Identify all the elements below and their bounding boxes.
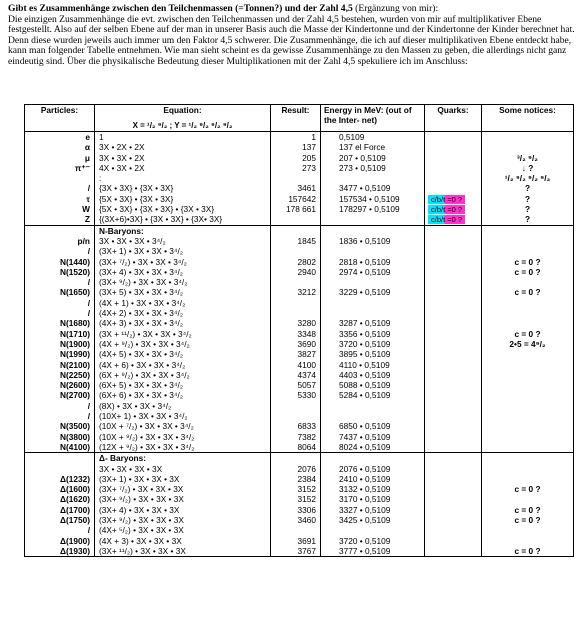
- table-cell: [321, 173, 424, 183]
- table-cell: [482, 318, 573, 328]
- table-cell: [321, 308, 424, 318]
- table-cell: /: [87, 246, 90, 257]
- table-cell: [271, 308, 320, 318]
- table-cell: [425, 214, 481, 224]
- table-cell: 7437 • 0,5109: [339, 431, 391, 442]
- table-cell: 3777 • 0,5109: [339, 545, 391, 556]
- table-cell: [425, 132, 481, 142]
- table-cell: Δ(1750): [60, 514, 90, 525]
- table-cell: [271, 277, 320, 287]
- table-cell: N(2700): [60, 390, 90, 401]
- intro-heading: Gibt es Zusammenhänge zwischen den Teilchenmassen (=Tonnen?) und der Zahl 4,5: [8, 3, 353, 14]
- table-cell: 5057: [297, 380, 316, 391]
- table-cell: N(3500): [60, 421, 90, 432]
- table-cell: μ: [84, 152, 90, 163]
- table-cell: 178 661: [286, 204, 316, 215]
- table-cell: 1: [99, 132, 104, 142]
- table-cell: [482, 380, 573, 390]
- quarks-column: [425, 453, 482, 557]
- table-cell: [482, 349, 573, 359]
- table-cell: (4X + 6) • 3X • 3X • 3⁴/₂: [99, 359, 186, 370]
- table-cell: (4X+ 5) • 3X • 3X • 3⁴/₂: [99, 349, 183, 360]
- equation-column: [95, 132, 271, 226]
- table-cell: 3X • 2X • 2X: [99, 142, 145, 153]
- header-notices: Some notices:: [482, 105, 574, 132]
- table-cell: ³/₂ ⁹/₂: [517, 152, 538, 163]
- table-cell: 3477 • 0,5109: [339, 183, 391, 194]
- table-cell: (3X + ¹¹/₂) • 3X • 3X • 3⁴/₂: [99, 328, 192, 339]
- quarks-column: [425, 225, 482, 453]
- table-cell: 157534 • 0,5109: [339, 193, 400, 204]
- table-cell: (6X+ 5) • 3X • 3X • 3⁴/₂: [99, 380, 183, 391]
- table-cell: [271, 173, 320, 183]
- table-cell: [482, 390, 573, 400]
- table-cell: 1836 • 0,5109: [339, 235, 391, 246]
- table-cell: (12X + ⁹/₂) • 3X • 3X • 3⁴/₂: [99, 441, 195, 452]
- table-cell: 3306: [297, 504, 316, 515]
- table-cell: [482, 308, 573, 318]
- table-cell: (3X+ ⁹/₂) • 3X • 3X • 3X: [99, 494, 184, 505]
- table-cell: π⁺⁻: [74, 162, 90, 173]
- table-cell: (4X+ 3) • 3X • 3X • 3⁴/₂: [99, 318, 183, 329]
- table-cell: {5X • 3X} • {3X • 3X}: [99, 193, 174, 204]
- particles-column: [25, 453, 95, 557]
- table-cell: [321, 214, 424, 224]
- header-result: Result:: [271, 105, 321, 132]
- table-cell: α: [84, 142, 90, 153]
- table-cell: [321, 298, 424, 308]
- table-cell: c = 0 ?: [514, 484, 541, 495]
- table-cell: 3691: [297, 535, 316, 546]
- table-cell: [482, 370, 573, 380]
- table-cell: 137: [302, 142, 316, 153]
- section-leptons: [25, 132, 574, 226]
- table-cell: 4374: [297, 369, 316, 380]
- table-cell: :: [99, 173, 102, 184]
- quarks-column: [425, 132, 482, 226]
- table-cell: /: [87, 308, 90, 319]
- header-equation: Equation: X = ¹/₂ ⁹/₂ ; Y = ¹/₂ ⁹/₂ ⁹/₂ ⁹/₂: [95, 105, 271, 132]
- table-cell: [425, 163, 481, 173]
- table-cell: 2•5 = 4⁹/₂: [509, 338, 546, 349]
- table-cell: Z: [84, 214, 90, 225]
- table-cell: 3690: [297, 338, 316, 349]
- particles-column: [25, 132, 95, 226]
- table-cell: c = 0 ?: [514, 256, 541, 267]
- table-cell: 5330: [297, 390, 316, 401]
- table-cell: 3X • 3X • 3X • 3X: [99, 463, 163, 474]
- table-cell: {5X • 3X} • {3X • 3X} • {3X • 3X}: [99, 204, 215, 215]
- table-cell: N(2250): [60, 369, 90, 380]
- table-cell: [482, 132, 573, 142]
- notices-column: [482, 225, 574, 453]
- table-cell: (6X + ⁹/₂) • 3X • 3X • 3⁴/₂: [99, 369, 190, 380]
- table-cell: N-Baryons:: [99, 225, 144, 236]
- table-cell: (10X+ 1) • 3X • 3X • 3⁴/₂: [99, 411, 188, 422]
- table-cell: (3X+ 4) • 3X • 3X • 3⁴/₂: [99, 266, 183, 277]
- quark-badge: c/b/t =0 ?: [428, 205, 465, 214]
- table-cell: Δ(1700): [60, 504, 90, 515]
- table-cell: [321, 401, 424, 411]
- notices-column: [482, 453, 574, 557]
- table-cell: N(1990): [60, 349, 90, 360]
- table-cell: [482, 442, 573, 452]
- table-cell: N(2100): [60, 359, 90, 370]
- table-cell: W: [82, 204, 90, 215]
- table-cell: [321, 411, 424, 421]
- table-cell: [271, 453, 320, 463]
- table-cell: Δ(1620): [60, 494, 90, 505]
- table-cell: [271, 401, 320, 411]
- table-cell: 3327 • 0,5109: [339, 504, 391, 515]
- table-cell: [482, 246, 573, 256]
- table-cell: (6X+ 6) • 3X • 3X • 3⁴/₂: [99, 390, 183, 401]
- table-cell: [271, 226, 320, 236]
- table-cell: /: [87, 183, 90, 194]
- table-cell: /: [87, 277, 90, 288]
- mass-table: [24, 104, 574, 557]
- table-cell: 6833: [297, 421, 316, 432]
- section-delta-baryons: [25, 453, 574, 557]
- table-cell: ?: [524, 214, 531, 225]
- table-cell: (4X + 3) • 3X • 3X • 3X: [99, 535, 182, 546]
- table-cell: [321, 226, 424, 236]
- table-cell: 3X • 3X • 3X • 3⁴/₂: [99, 235, 166, 246]
- table-cell: 3X • 3X • 2X: [99, 152, 145, 163]
- table-cell: ↓ ?: [521, 162, 534, 173]
- table-cell: 3170 • 0,5109: [339, 494, 391, 505]
- table-cell: c = 0 ?: [514, 287, 541, 298]
- table-cell: [482, 226, 573, 236]
- table-cell: 8064: [297, 441, 316, 452]
- table-cell: c = 0 ?: [514, 514, 541, 525]
- table-cell: 3356 • 0,5109: [339, 328, 391, 339]
- header-particles: Particles:: [25, 105, 95, 132]
- table-cell: (3X+ ⁹/₂) • 3X • 3X • 3⁴/₂: [99, 277, 188, 288]
- table-cell: 3767: [297, 545, 316, 556]
- table-cell: [25, 464, 94, 474]
- table-cell: [482, 421, 573, 431]
- table-cell: [321, 453, 424, 463]
- table-cell: [271, 246, 320, 256]
- table-cell: 2076 • 0,5109: [339, 463, 391, 474]
- result-column: [271, 453, 321, 557]
- table-cell: [25, 453, 94, 463]
- table-cell: [425, 153, 481, 163]
- table-cell: 8024 • 0,5109: [339, 441, 391, 452]
- table-cell: c = 0 ?: [514, 504, 541, 515]
- table-cell: 3132 • 0,5109: [339, 484, 391, 495]
- table-cell: [425, 183, 481, 193]
- table-cell: [321, 525, 424, 535]
- table-cell: 3287 • 0,5109: [339, 318, 391, 329]
- quark-badge: c/b/t =0 ?: [428, 215, 465, 224]
- table-cell: τ: [86, 193, 90, 204]
- table-cell: [482, 536, 573, 546]
- table-cell: [482, 525, 573, 535]
- table-cell: 3460: [297, 514, 316, 525]
- table-cell: [25, 173, 94, 183]
- equation-column: [95, 453, 271, 557]
- table-cell: 2818 • 0,5109: [339, 256, 391, 267]
- table-cell: N(1710): [60, 328, 90, 339]
- table-cell: (3X+ ¹¹/₂) • 3X • 3X • 3X: [99, 545, 186, 556]
- table-cell: (8X) • 3X • 3X • 3⁴/₂: [99, 400, 172, 411]
- table-cell: [482, 411, 573, 421]
- table-cell: 4100: [297, 359, 316, 370]
- table-cell: 3229 • 0,5109: [339, 287, 391, 298]
- table-cell: N(1440): [60, 256, 90, 267]
- table-cell: [271, 411, 320, 421]
- table-cell: 1845: [297, 235, 316, 246]
- table-cell: N(1680): [60, 318, 90, 329]
- header-equation-sub: X = ¹/₂ ⁹/₂ ; Y = ¹/₂ ⁹/₂ ⁹/₂ ⁹/₂: [132, 121, 233, 130]
- equation-column: [95, 225, 271, 453]
- table-cell: 3895 • 0,5109: [339, 349, 391, 360]
- table-cell: [25, 226, 94, 236]
- table-cell: [321, 277, 424, 287]
- table-cell: (3X+ 1) • 3X • 3X • 3X: [99, 473, 180, 484]
- table-cell: 4110 • 0,5109: [339, 359, 390, 370]
- table-cell: ?: [524, 204, 531, 215]
- table-cell: [425, 173, 481, 183]
- table-cell: [271, 298, 320, 308]
- table-cell: 207 • 0,5109: [339, 152, 386, 163]
- table-cell: 1: [311, 132, 316, 142]
- table-cell: [271, 525, 320, 535]
- table-cell: N(1650): [60, 287, 90, 298]
- table-cell: (3X+ 5) • 3X • 3X • 3⁴/₂: [99, 287, 183, 298]
- energy-column: [321, 225, 425, 453]
- table-cell: (10X + ⁷/₂) • 3X • 3X • 3⁴/₂: [99, 421, 194, 432]
- quark-badge: c/b/t =0 ?: [428, 195, 465, 204]
- table-cell: c = 0 ?: [514, 545, 541, 556]
- section-n-baryons: [25, 225, 574, 453]
- table-cell: [271, 214, 320, 224]
- table-cell: 4X • 3X • 2X: [99, 162, 145, 173]
- table-cell: 3348: [297, 328, 316, 339]
- table-cell: 3280: [297, 318, 316, 329]
- table-cell: 205: [302, 152, 316, 163]
- energy-column: [321, 453, 425, 557]
- table-cell: 3152: [297, 494, 316, 505]
- table-cell: [482, 277, 573, 287]
- table-cell: 7382: [297, 431, 316, 442]
- intro-body: Die einzigen Zusammenhänge die evt. zwischen den Teilchenmassen und der Zahl 4,5 bestehen, wurden von mir auf multiplikativer Ebene festgestellt. Also auf der selben Ebene auf der man in unserer Basis auch die Masse der Kindertonne und der Kindertonne der Kinder berechnet hat. Denn diese wurden jeweils auch immer um den Faktor 4,5 schwerer. Die Zusammenhänge, die ich auf dieser multiplikativen Ebene entdeckt habe, kann man folgender Tabelle entnehmen. Wie man sieht scheint es da gewisse Zusammenhänge zu den Massen zu geben, die allerdings nicht ganz eindeutig sind. Über die physikalische Bedeutung dieser Multiplikationen mit der Zahl 4,5 spekuliere ich im Anschluss:: [8, 13, 575, 67]
- table-cell: N(4100): [60, 441, 90, 452]
- table-cell: /: [87, 297, 90, 308]
- table-cell: 3827: [297, 349, 316, 360]
- table-cell: ?: [524, 183, 531, 194]
- table-cell: 3212: [297, 287, 316, 298]
- table-cell: 2940: [297, 266, 316, 277]
- header-quarks: Quarks:: [425, 105, 482, 132]
- table-cell: 4403 • 0,5109: [339, 369, 391, 380]
- table-cell: 3461: [297, 183, 316, 194]
- table-cell: [482, 432, 573, 442]
- table-cell: Δ(1600): [60, 484, 90, 495]
- table-cell: [482, 236, 573, 246]
- table-cell: [425, 194, 481, 204]
- energy-column: [321, 132, 425, 226]
- result-column: [271, 132, 321, 226]
- table-cell: 3152: [297, 484, 316, 495]
- table-cell: p/n: [77, 235, 90, 246]
- table-cell: 2384: [297, 473, 316, 484]
- table-cell: [425, 142, 481, 152]
- table-cell: /: [87, 525, 90, 536]
- table-cell: 5284 • 0,5109: [339, 390, 391, 401]
- table-cell: Δ- Baryons:: [99, 453, 146, 464]
- table-cell: (3X+ ⁹/₂) • 3X • 3X • 3X: [99, 514, 184, 525]
- table-cell: ¹/₂ ⁹/₂ ⁹/₂ ⁹/₂: [504, 173, 551, 184]
- table-cell: (4X + ⁹/₂) • 3X • 3X • 3⁴/₂: [99, 338, 190, 349]
- table-cell: [482, 298, 573, 308]
- table-cell: [482, 142, 573, 152]
- intro-heading-suffix: (Ergänzung von mir):: [352, 3, 439, 14]
- table-cell: (3X+ 4) • 3X • 3X • 3X: [99, 504, 180, 515]
- table-cell: (4X+ ⁵/₂) • 3X • 3X • 3X: [99, 525, 184, 536]
- table-cell: 6850 • 0,5109: [339, 421, 391, 432]
- table-cell: [321, 246, 424, 256]
- table-cell: {(3X+6)•3X} • {3X • 3X} • {3X• 3X}: [99, 214, 223, 225]
- table-cell: [425, 204, 481, 214]
- table-cell: Δ(1232): [60, 473, 90, 484]
- table-cell: N(3800): [60, 431, 90, 442]
- table-cell: 137 el Force: [339, 142, 386, 153]
- table-cell: [482, 453, 573, 463]
- table-cell: 2974 • 0,5109: [339, 266, 391, 277]
- table-cell: (3X+ 1) • 3X • 3X • 3⁴/₂: [99, 246, 183, 257]
- notices-column: [482, 132, 574, 226]
- table-cell: [482, 360, 573, 370]
- table-cell: (3X+ ⁷/₂) • 3X • 3X • 3⁴/₂: [99, 256, 187, 267]
- table-cell: 3425 • 0,5109: [339, 514, 391, 525]
- table-cell: Δ(1900): [60, 535, 90, 546]
- table-cell: 2802: [297, 256, 316, 267]
- particles-column: [25, 225, 95, 453]
- table-cell: N(1900): [60, 338, 90, 349]
- table-cell: N(2600): [60, 380, 90, 391]
- table-cell: /: [87, 411, 90, 422]
- table-cell: [482, 401, 573, 411]
- table-cell: (4X + 1) • 3X • 3X • 3⁴/₂: [99, 297, 186, 308]
- header-energy: Energy in MeV: (out of the Inter- net): [321, 105, 425, 132]
- table-cell: (3X+ ⁷/₂) • 3X • 3X • 3X: [99, 484, 184, 495]
- table-cell: 273 • 0,5109: [339, 162, 386, 173]
- table-cell: 2410 • 0,5109: [339, 473, 391, 484]
- table-header-row: [25, 105, 574, 132]
- table-cell: ?: [524, 193, 531, 204]
- table-cell: {3X • 3X} • {3X • 3X}: [99, 183, 174, 194]
- table-cell: 273: [302, 162, 316, 173]
- table-cell: c = 0 ?: [514, 266, 541, 277]
- table-cell: c = 0 ?: [514, 328, 541, 339]
- table-cell: 3720 • 0,5109: [339, 338, 391, 349]
- table-cell: (4X+ 2) • 3X • 3X • 3⁴/₂: [99, 308, 183, 319]
- table-cell: [482, 494, 573, 504]
- table-cell: [482, 464, 573, 474]
- table-cell: 178297 • 0,5109: [339, 204, 400, 215]
- table-cell: 5088 • 0,5109: [339, 380, 391, 391]
- table-cell: [482, 474, 573, 484]
- table-cell: 2076: [297, 463, 316, 474]
- table-cell: N(1520): [60, 266, 90, 277]
- table-cell: 0,5109: [339, 132, 365, 142]
- table-cell: e: [85, 132, 90, 142]
- table-cell: (10X + ⁹/₂) • 3X • 3X • 3⁴/₂: [99, 431, 195, 442]
- intro-text: [8, 4, 580, 68]
- table-cell: Δ(1930): [60, 545, 90, 556]
- result-column: [271, 225, 321, 453]
- table-cell: 157642: [288, 193, 316, 204]
- table-cell: /: [87, 400, 90, 411]
- table-cell: 3720 • 0,5109: [339, 535, 391, 546]
